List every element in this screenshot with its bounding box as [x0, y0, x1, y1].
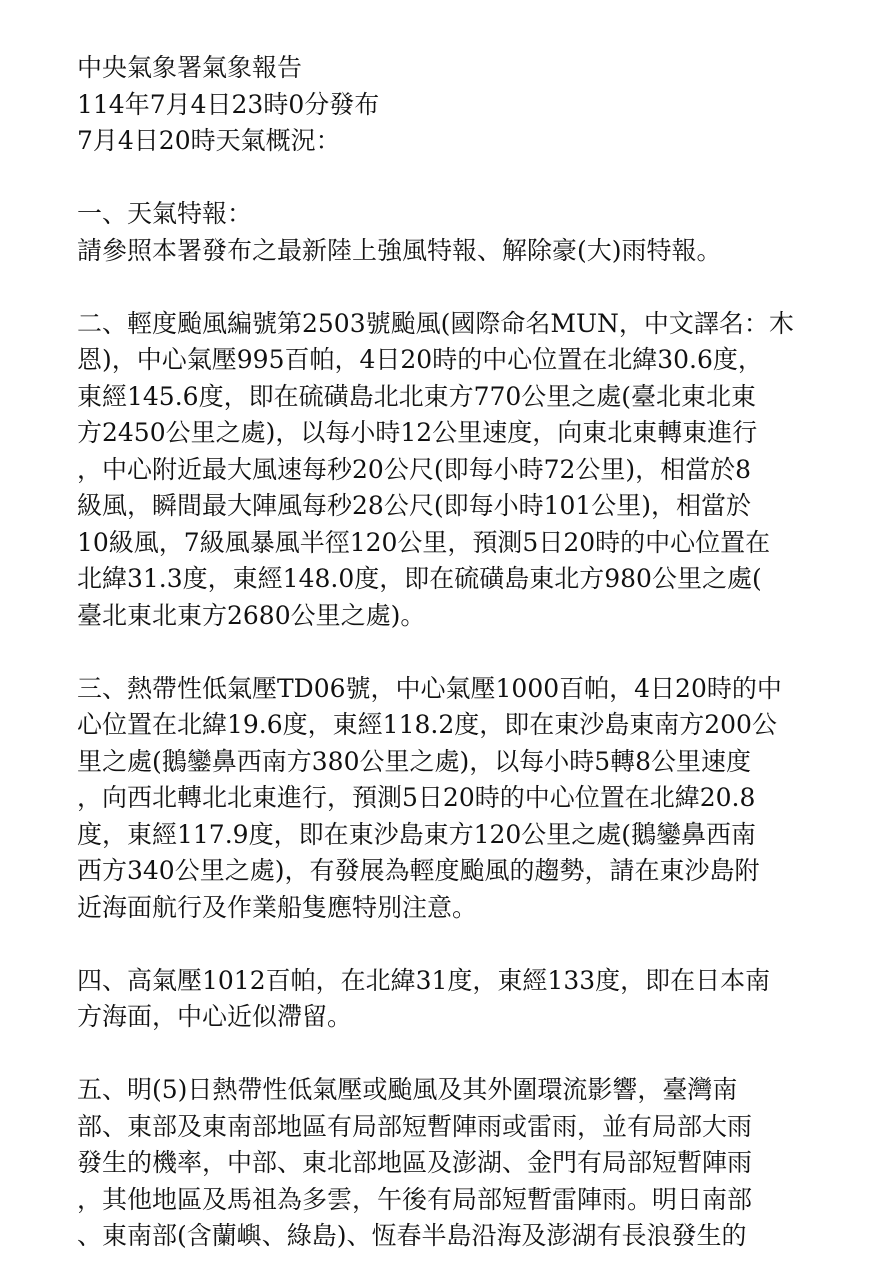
section-4-high-pressure [77, 963, 827, 1036]
section-line: 西方340公里之處)，有發展為輕度颱風的趨勢，請在東沙島附 [77, 856, 760, 885]
section-line: 里之處(鵝鑾鼻西南方380公里之處)，以每小時5轉8公里速度 [77, 746, 752, 776]
section-line: 請參照本署發布之最新陸上強風特報、解除豪(大)雨特報。 [77, 235, 722, 265]
section-line: 恩)，中心氣壓995百帕，4日20時的中心位置在北緯30.6度， [77, 345, 763, 374]
report-title: 中央氣象署氣象報告 [77, 53, 303, 82]
section-line: 方2450公里之處)，以每小時12公里速度，向東北東轉東進行 [77, 418, 758, 447]
issue-time: 114年7月4日23時0分發布 [77, 89, 380, 119]
section-line: 一、天氣特報： [77, 199, 253, 228]
section-1-weather-warnings [77, 196, 827, 269]
section-line: ，中心附近最大風速每秒20公尺(即每小時72公里)，相當於8 [77, 454, 752, 484]
section-line: 部、東部及東南部地區有局部短暫陣雨或雷雨，並有局部大雨 [77, 1111, 753, 1141]
paragraph-gap [77, 160, 827, 197]
section-line: 心位置在北緯19.6度，東經118.2度，即在東沙島東南方200公 [77, 710, 777, 739]
section-line: 四、高氣壓1012百帕，在北緯31度，東經133度，即在日本南 [77, 965, 771, 995]
paragraph-gap [77, 1036, 827, 1073]
section-line: ，其他地區及馬祖為多雲，午後有局部短暫雷陣雨。明日南部 [77, 1184, 753, 1214]
section-line: 方海面，中心近似滯留。 [77, 1002, 353, 1031]
section-line: 三、熱帶性低氣壓TD06號，中心氣壓1000百帕，4日20時的中 [77, 673, 782, 703]
report-header [77, 50, 827, 160]
paragraph-gap [77, 926, 827, 963]
weather-report-document [77, 50, 827, 1255]
section-line: 10級風，7級風暴風半徑120公里，預測5日20時的中心位置在 [77, 527, 771, 557]
section-line: 東經145.6度，即在硫磺島北北東方770公里之處(臺北東北東 [77, 381, 757, 411]
section-5-forecast [77, 1072, 827, 1255]
section-2-typhoon-mun [77, 306, 827, 635]
section-line: 二、輕度颱風編號第2503號颱風(國際命名MUN，中文譯名：木 [77, 308, 794, 338]
paragraph-gap [77, 634, 827, 671]
overview-heading: 7月4日20時天氣概況： [77, 126, 341, 155]
section-line: 臺北東北東方2680公里之處)。 [77, 600, 426, 630]
section-line: 級風，瞬間最大陣風每秒28公尺(即每小時101公里)，相當於 [77, 491, 752, 520]
paragraph-gap [77, 269, 827, 306]
section-line: 、東南部(含蘭嶼、綠島)、恆春半島沿海及澎湖有長浪發生的 [77, 1221, 747, 1250]
section-line: 度，東經117.9度，即在東沙島東方120公里之處(鵝鑾鼻西南 [77, 819, 757, 849]
section-line: 近海面航行及作業船隻應特別注意。 [77, 892, 478, 922]
section-3-tropical-depression-td06 [77, 671, 827, 927]
section-line: 北緯31.3度，東經148.0度，即在硫磺島東北方980公里之處( [77, 564, 762, 593]
section-line: ，向西北轉北北東進行，預測5日20時的中心位置在北緯20.8 [77, 783, 756, 812]
section-line: 五、明(5)日熱帶性低氣壓或颱風及其外圍環流影響，臺灣南 [77, 1075, 738, 1104]
section-line: 發生的機率，中部、東北部地區及澎湖、金門有局部短暫陣雨 [77, 1148, 753, 1177]
